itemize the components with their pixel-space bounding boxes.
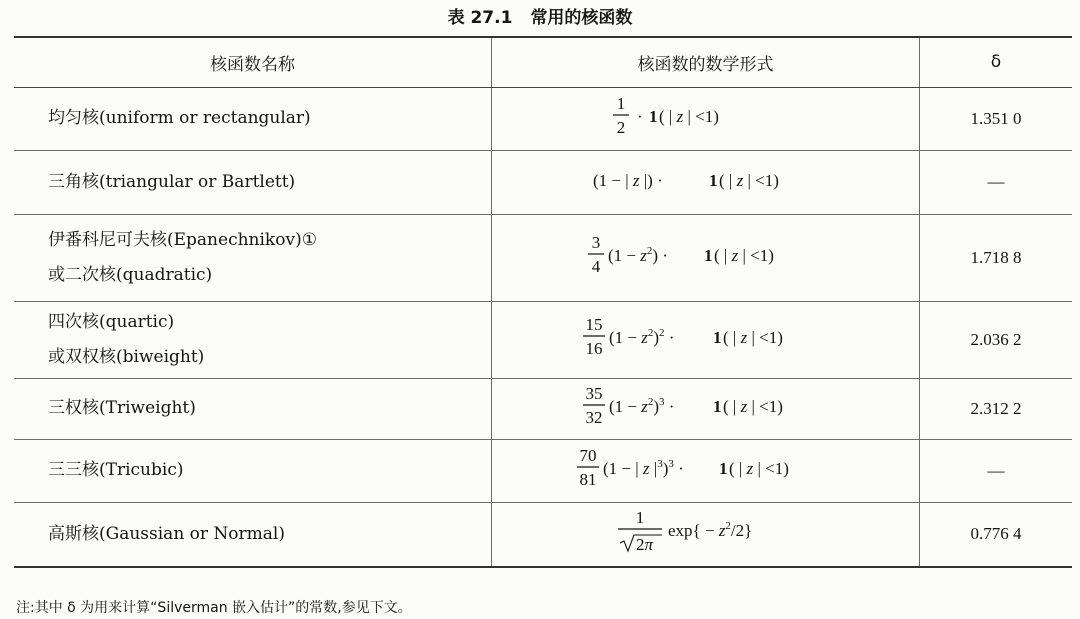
svg-text:(1 − | z |) ·: (1 − | z |) · — [592, 170, 663, 190]
table-row — [14, 214, 1072, 301]
table-header-row — [14, 37, 1072, 87]
kernel-name — [14, 502, 492, 567]
delta-value: 2.036 2 — [920, 301, 1073, 378]
svg-text:32: 32 — [585, 408, 602, 427]
svg-text:81: 81 — [579, 470, 596, 489]
formula-tricubic — [575, 445, 837, 491]
table-caption — [0, 3, 1080, 28]
svg-text:( | z | <1): ( | z | <1) — [718, 170, 779, 190]
svg-text:3: 3 — [591, 233, 600, 252]
svg-text:15: 15 — [585, 315, 602, 334]
formula-epanechnikov — [586, 232, 826, 278]
header-delta: δ — [920, 37, 1073, 87]
svg-text:1: 1 — [703, 246, 712, 265]
kernel-name-line: 伊番科尼可夫核(Epanechnikov)① — [48, 229, 317, 250]
header-name: 核函数名称 — [14, 37, 492, 87]
table-row — [14, 87, 1072, 150]
delta-value: — — [920, 150, 1073, 214]
svg-text:( | z | <1): ( | z | <1) — [728, 459, 789, 478]
kernel-name-line: 三权核(Triweight) — [48, 398, 196, 418]
kernel-table — [14, 36, 1072, 568]
formula-triangular — [591, 165, 821, 195]
kernel-formula — [492, 150, 920, 214]
svg-text:( | z | <1): ( | z | <1) — [658, 107, 719, 126]
kernel-name-line: 或二次核(quadratic) — [48, 264, 213, 285]
svg-text:1: 1 — [712, 328, 721, 347]
delta-value: 1.351 0 — [920, 87, 1073, 150]
kernel-formula — [492, 214, 920, 301]
svg-text:2π: 2π — [635, 534, 653, 554]
svg-text:( | z | <1): ( | z | <1) — [722, 328, 783, 347]
formula-quartic — [581, 314, 831, 360]
svg-text:exp{ − z2/2}: $\exp\{ - z^2/2\}$ — [667, 519, 752, 540]
kernel-name — [14, 214, 492, 301]
kernel-formula — [492, 502, 920, 567]
svg-text:( | z | <1): ( | z | <1) — [713, 246, 774, 265]
svg-text:4: 4 — [591, 257, 600, 276]
kernel-formula — [492, 439, 920, 502]
svg-text:1: 1 — [708, 170, 717, 190]
kernel-name-line: 三三核(Tricubic) — [48, 460, 184, 480]
kernel-name — [14, 378, 492, 439]
table-title: 常用的核函数 — [530, 8, 633, 28]
delta-value: 0.776 4 — [920, 502, 1073, 567]
kernel-name-line: 三角核(triangular or Bartlett) — [48, 171, 296, 192]
kernel-formula — [492, 87, 920, 150]
table-number: 表 27.1 — [447, 8, 513, 28]
table-row — [14, 301, 1072, 378]
table-row — [14, 378, 1072, 439]
svg-text:70: 70 — [579, 446, 596, 465]
delta-value: 1.718 8 — [920, 214, 1073, 301]
kernel-name-line: 或双权核(biweight) — [48, 346, 205, 367]
svg-text:1: 1 — [718, 459, 727, 478]
delta-value: 2.312 2 — [920, 378, 1073, 439]
header-form: 核函数的数学形式 — [492, 37, 920, 87]
kernel-formula — [492, 378, 920, 439]
svg-text:16: 16 — [585, 339, 602, 358]
table-row — [14, 150, 1072, 214]
svg-text:(1 − z2)2 ·: $(1 - z^2)^2$ · — [608, 327, 674, 347]
svg-text:(1 − z2) ·: $(1 - z^2)$ · — [607, 245, 668, 265]
svg-text:1: 1 — [712, 397, 721, 416]
formula-gaussian — [616, 507, 796, 557]
delta-value: — — [920, 439, 1073, 502]
svg-text:(1 − z2)3 ·: $(1 - z^2)^3$ · — [608, 396, 674, 416]
svg-text:1: 1 — [635, 507, 644, 527]
kernel-name — [14, 150, 492, 214]
formula-uniform — [611, 93, 801, 139]
svg-text:(1 − | z |3)3 ·: (1 − | z $|^3)^3$ · — [602, 458, 684, 478]
kernel-name-line: 四次核(quartic) — [48, 311, 175, 332]
table-footnote: 注:其中 δ 为用来计算“Silverman 嵌入估计”的常数,参见下文。 — [16, 600, 412, 616]
table-row — [14, 502, 1072, 567]
kernel-name — [14, 301, 492, 378]
svg-text:( | z | <1): ( | z | <1) — [722, 397, 783, 416]
kernel-formula — [492, 301, 920, 378]
kernel-name — [14, 439, 492, 502]
table-row — [14, 439, 1072, 502]
svg-text:1: 1 — [648, 107, 657, 126]
svg-text:2: 2 — [616, 118, 625, 137]
kernel-name-line: 高斯核(Gaussian or Normal) — [48, 523, 285, 544]
formula-triweight — [581, 383, 831, 429]
svg-text:1: 1 — [616, 94, 625, 113]
kernel-name — [14, 87, 492, 150]
svg-text:35: 35 — [585, 384, 602, 403]
kernel-name-line: 均匀核(uniform or rectangular) — [48, 108, 311, 128]
svg-text:·: · — [636, 107, 643, 126]
